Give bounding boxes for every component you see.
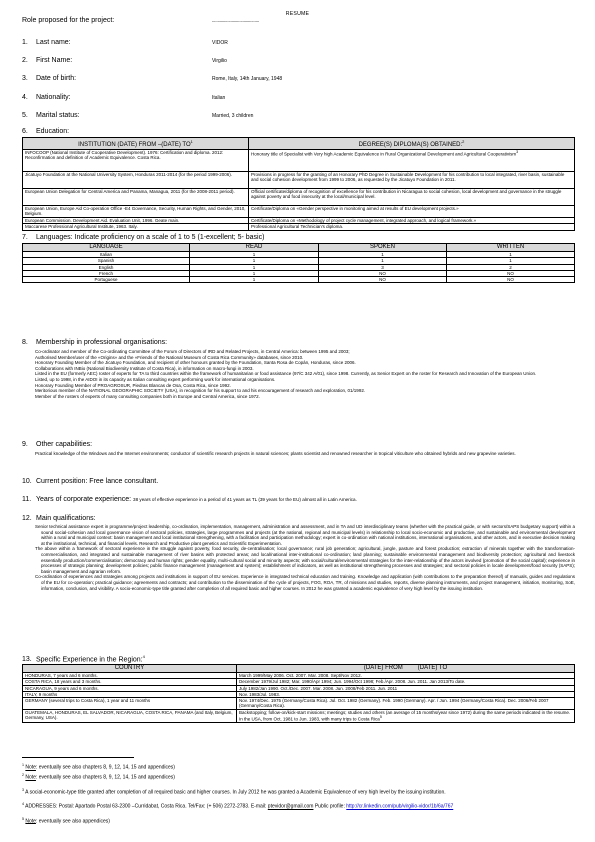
footnote-1: $^1$ Note: eventually see also chapters 8, 9, 12, 14, 15 and appendices): [22, 763, 175, 771]
qualifications-heading: 12. Main qualifications:: [22, 515, 96, 522]
lang-name: English: [23, 264, 190, 270]
education-institution: European Union, Europe Aid Co-operation Office -E4 Governance, Security, Human Rights, and Gender, 2010, Belgium.: [23, 206, 249, 218]
lang-spoken: NO: [319, 277, 447, 283]
lang-spoken: 1: [319, 258, 447, 264]
education-institution: INFOCOOP (National Institute of Cooperative Development). 1976: Certification and diploma. 2012: Reconfirmation and definition of Academic Equivalence. Costa Rica.: [23, 150, 249, 172]
role-value: ...........................................: [212, 18, 259, 24]
table-row: [23, 189, 575, 206]
footnote-5: $^5$ Note: eventually see also appendices): [22, 816, 110, 825]
lang-name: French: [23, 270, 190, 276]
lang-spoken: 3: [319, 264, 447, 270]
value-first-name: Virgilio: [212, 58, 227, 64]
region-dates: December 1979/Jul 1982; Mar. 1990/Apr 1994; Jun. 1994/Oct 1998; Feb./Apr. 2008. Jun. 2011. Jan 2013/To date.: [237, 679, 575, 685]
membership-heading: 8. Membership in professional organisations:: [22, 339, 168, 346]
list-item: The above within a framework of sectoral experience in the struggle against poverty, food security, de-centralisation; local governance; rural job generation; agricultural, jungle, pasture and forest production; extraction of minerals together with the transformation-commercialisation, and integrated and sustainable management of river basins with protected areas; and local/national inter-institutional co-ordination; land planning; sustainable environmental management and biodiversity protection; agricultural and livestock essentially production/commercialisation; democracy and human rights; gender equality, multi-cultural social and minority aspects; with social/cultural/environmental strategies for the inter-relationship of the actors involved (promotion of the social capital); experience in processes of strategic planning; development policies; public finance management (management and system); establishment of indicators, as well as institutional strengthening processes and strategies; and sectoral policies in locale development/food security (SAPS); basin management and agrarian reform.: [35, 546, 575, 574]
education-col-degree: DEGREE(S) DIPLOMA(S) OBTAINED:$^2$: [249, 138, 575, 150]
footnotes: [22, 762, 578, 826]
field-nationality: 4. Nationality:: [22, 94, 71, 101]
role-label: Role proposed for the project:: [22, 17, 115, 24]
lang-written: 1: [447, 258, 575, 264]
lang-col-language: LANGUAGE: [23, 244, 190, 252]
lang-written: NO: [447, 277, 575, 283]
region-country: GUATEMALA, HONDURAS, EL SALVADOR, NICARAGUA, COSTA RICA, PANAMA (and Italy, Belgium, Germany, USA).: [23, 709, 237, 722]
lang-spoken: NO: [319, 270, 447, 276]
lang-col-spoken: SPOKEN: [319, 244, 447, 252]
lang-read: 1: [190, 277, 319, 283]
education-table: [22, 137, 575, 231]
table-row: [23, 698, 575, 710]
lang-spoken: 1: [319, 252, 447, 258]
regions-header-row: [23, 665, 575, 673]
value-last-name: VIDOR: [212, 40, 228, 46]
education-institution: European Union Delegation for Central America and Panama, Managua, 2011 (for the 2008-2011 period).: [23, 189, 249, 206]
education-institution: Maccarese Professional Agricultural Institute, 1963. Italy.: [23, 224, 249, 230]
list-item: Listed in the EU (formerly AEC) roster of experts for TA to third countries within the framework of humanitarian or food assistance (97/C 342 A/01), since 1998. Currently, as Senior Expert on the roster for Research and Innovation of the European Union.: [35, 371, 537, 377]
lang-read: 1: [190, 264, 319, 270]
lang-read: 1: [190, 258, 319, 264]
region-dates: July 1982/Jan 1990. Oct./Dec. 2007. Mar. 2008. Jun. 2008/Feb 2011. Jun. 2011: [237, 685, 575, 691]
lang-col-read: READ: [190, 244, 319, 252]
table-row: [23, 206, 575, 218]
list-item: Co-ordination of experiences and strategies among projects and institutions in support of EU services. Experience in integrated technical education and training. Knowledge and application (with contributions to the preparation thereof) of manuals, guides and regulations of the EU for co-operation; practical guidance; agreements and contracts; and contribution to the dissemination of the cycle of projects, FOG, ROA, TR, of missions and studies, reports, diverse planning instruments, and project management, initiation, monitoring, SoE, information, conclusion, and visibility. A socio-economic-type title granted after completion of all required basic and higher courses. In 2012 he was granted a academic equivalence of very high level by the issuing institution.: [35, 574, 575, 591]
field-date-of-birth: 3. Date of birth:: [22, 75, 77, 82]
education-col-institution: INSTITUTION (DATE) FROM –(DATE) $TO^1$: [23, 138, 249, 150]
region-country: HONDURAS, 7 years and 6 months.: [23, 673, 237, 679]
region-country: GERMANY (several trips to Costa Rica), 1 year and 11 months: [23, 698, 237, 710]
region-dates: Nov. 1983/Jul. 1983.: [237, 691, 575, 697]
region-country: COSTA RICA, 18 years and 3 months.: [23, 679, 237, 685]
lang-col-written: WRITTEN: [447, 244, 575, 252]
regions-heading: 13. Specific Experience in the Region:$^4$: [22, 654, 145, 664]
list-item: Listed, up to 1998, in the AIDOI in its capacity as Italian consulting expert performing work for international organisations.: [35, 376, 276, 382]
languages-table: [22, 243, 575, 283]
table-row: [23, 277, 575, 283]
value-date-of-birth: Rome, Italy, 14th January, 1948: [212, 76, 283, 82]
education-degree: Honorary title of Specialist with Very high Academic Equivalence in Rural Organizational Development and Agricultural Cooperativism$^3$: [249, 150, 575, 172]
other-heading: 9. Other capabilities:: [22, 441, 93, 448]
other-list: [35, 451, 575, 457]
education-degree: Official certificate/diploma of recognition of excellence for his contribution in Nicaragua to social cohesion, local development and governance in the struggle against poverty and food insecurity at the local/municipal level.: [249, 189, 575, 206]
list-item: Honorary Founding Member of PROAGROSUR, Piedras Blancas de Osa, Costa Rica, since 1992.: [35, 382, 231, 388]
list-item: Collaborations with INBio (National Biodiversity Institute of Costa Rica), in information on macro-fungi in 2003.: [35, 365, 254, 371]
languages-header-row: [23, 244, 575, 252]
lang-name: Spanish: [23, 258, 190, 264]
lang-read: 1: [190, 270, 319, 276]
list-item: Member of the rosters of experts of many consulting companies both in Europe and Central America, since 1972.: [35, 393, 260, 399]
value-marital-status: Married, 3 children: [212, 113, 254, 119]
regions-col-dates: (DATE) FROM (DATE) TO: [237, 665, 575, 673]
years-experience: 11. Years of corporate experience: 38 years of effective experience in a period of 41 years as TL (39 years for the EU) almost all in Latin America.: [22, 496, 357, 503]
field-first-name: 2. First Name:: [22, 57, 73, 64]
email-link[interactable]: ptevidor@gmail.com: [267, 804, 314, 811]
list-item: Honorary Founding Member of the Jicatuyo Foundation, and recipient of other honours granted by the Foundation, Santa Rosa de Copán, Honduras, since 2006.: [35, 360, 356, 366]
footnote-divider: [22, 757, 134, 758]
list-item: Co-ordinator and member of the Co-ordinating Committee of the Forum of Directors of IRD and Related Projects, in Central America: between 1995 and 2003;: [35, 349, 350, 354]
table-row: [23, 150, 575, 172]
region-dates: March 1999/May 2006. Oct. 2007. Mar. 2008. Sept/Nov 2012.: [237, 673, 575, 679]
footnote-2: $^2$ Note: eventually see also chapters 8, 9, 12, 14, 15 and appendices): [22, 773, 175, 782]
languages-heading: 7. Languages: Indicate proficiency on a scale of 1 to 5 (1-excellent; 5- basic): [22, 234, 265, 241]
lang-read: 1: [190, 252, 319, 258]
education-degree: Professional Agricultural Technician's diploma.: [249, 224, 575, 230]
value-nationality: Italian: [212, 95, 226, 101]
list-item: Senior technical assistance expert in programme/project leadership, co-ordination, implementation, management, administration and assessment, and in TA and UD interdisciplinary teams (whether with the practical guide, or with sectors/SAPS budgetary support) within a sound social-cohesion and local governance vision of sectoral policies, strategies, large programmes and projects (at the national, regional and municipal levels) in relationship to local socio-economic and productive, and sustainable and environmental development within a rural and municipal context: basin management and local institutional strengthening, with a facilitation and participation methodology; expert in co-ordination with national institutions, international organisations, and other actors, and in executive decision making at the institutional, technical, and financial levels. Research and Productive plant genetics and Scientific Experimentation.: [35, 524, 575, 546]
list-item: Authorised Member/user of the «Origins» and the «Friends of the National Museum of Costa Rica Community» databases, since 2010.: [35, 354, 304, 360]
lang-name: Portuguese: [23, 277, 190, 283]
lang-name: Italian: [23, 252, 190, 258]
list-item: Meritorious member of the NATIONAL GEOGRAPHIC SOCIETY (USA), in recognition for his support to and his encouragement of research and exploration, 01/1992.: [35, 388, 366, 394]
lang-written: 2: [447, 264, 575, 270]
membership-list: [35, 349, 575, 399]
field-last-name: 1. Last name:: [22, 39, 71, 46]
education-heading: 6. Education:: [22, 128, 70, 135]
regions-col-country: COUNTRY: [23, 665, 237, 673]
regions-table: [22, 664, 575, 723]
lang-written: 1: [447, 252, 575, 258]
table-row: [23, 224, 575, 230]
education-degree: Certificate/Diploma on «Gender perspective in monitoring aimed at results of EU development projects.»: [249, 206, 575, 218]
table-row: [23, 172, 575, 189]
education-institution: Jicatuyo Foundation at the National University System, Honduras 2011-2014 (for the period 1999-2006).: [23, 172, 249, 189]
page-title: RESUME: [285, 11, 310, 17]
region-country: NICARAGUA, 9 years and 6 months.: [23, 685, 237, 691]
education-degree: Certificate/Diploma on «Methodology of project cycle management, integrated approach, and logical framework.»: [249, 218, 575, 224]
table-row: [23, 709, 575, 722]
footnote-4: $^4$ ADDRESSES: Postal: Apartado Postal 63-2300 –Curridabat, Costa Rica. Tel/Fax: (+ 506) 2272-2783. E-mail: ptevidor@gmail.com Public profile: http://cr.linkedin.com/pub/virgilio-vidor/1b/6a/767: [22, 802, 454, 811]
current-position: 10. Current position: Free lance consultant.: [22, 478, 159, 485]
lang-written: NO: [447, 270, 575, 276]
qualifications-list: [35, 524, 575, 591]
profile-link[interactable]: http://cr.linkedin.com/pub/virgilio-vidor/1b/6a/767: [346, 804, 454, 811]
footnote-3: $^3$ A social-economic-type title granted after completion of all required basic and higher courses. In July 2012 he was granted a Academic Equivalence of very high level by the issuing institution.: [22, 787, 446, 796]
field-marital-status: 5. Marital status:: [22, 112, 80, 119]
region-dates: Backstopping; follow-on/kick-start missions; meetings; studies and others (an average of 15 months/year since 1972) during the same periods indicated in the resume. In the USA, from Oct. 1981 to Jun. 1983, with many trips to Costa Rica$^5$: [237, 709, 575, 722]
education-institution: European Commission. Development Aid. Evaluation Unit, 1996. Geate main.: [23, 218, 249, 224]
list-item: Practical knowledge of the Windows and the Internet environments; conductor of scientific research projects in natural sciences; plants scientist and renowned researcher in tropical viticulture who obtained hybrids and new grapevine varieties.: [35, 451, 516, 456]
region-country: ITALY, 9 months: [23, 691, 237, 697]
education-header-row: [23, 138, 575, 150]
region-dates: Nov. 1974/Dec. 1975 (Germany/Costa Rica). Jul. Oct. 1982 (Germany). Feb. 1990 (Germany). Apr. / Jun. 1994 (Germany/Costa Rica). Dec. 2006/Feb 2007 (Germany/Costa Rica).: [237, 698, 575, 710]
education-degree: Provisions in progress for the granting of an Honorary PhD Degree in Sustainable Development for his contribution to local integrated, river basin, sustainable and social cohesion development from 1999 to 2006, as requested by the Jicatuyo Foundation in 2011.: [249, 172, 575, 189]
